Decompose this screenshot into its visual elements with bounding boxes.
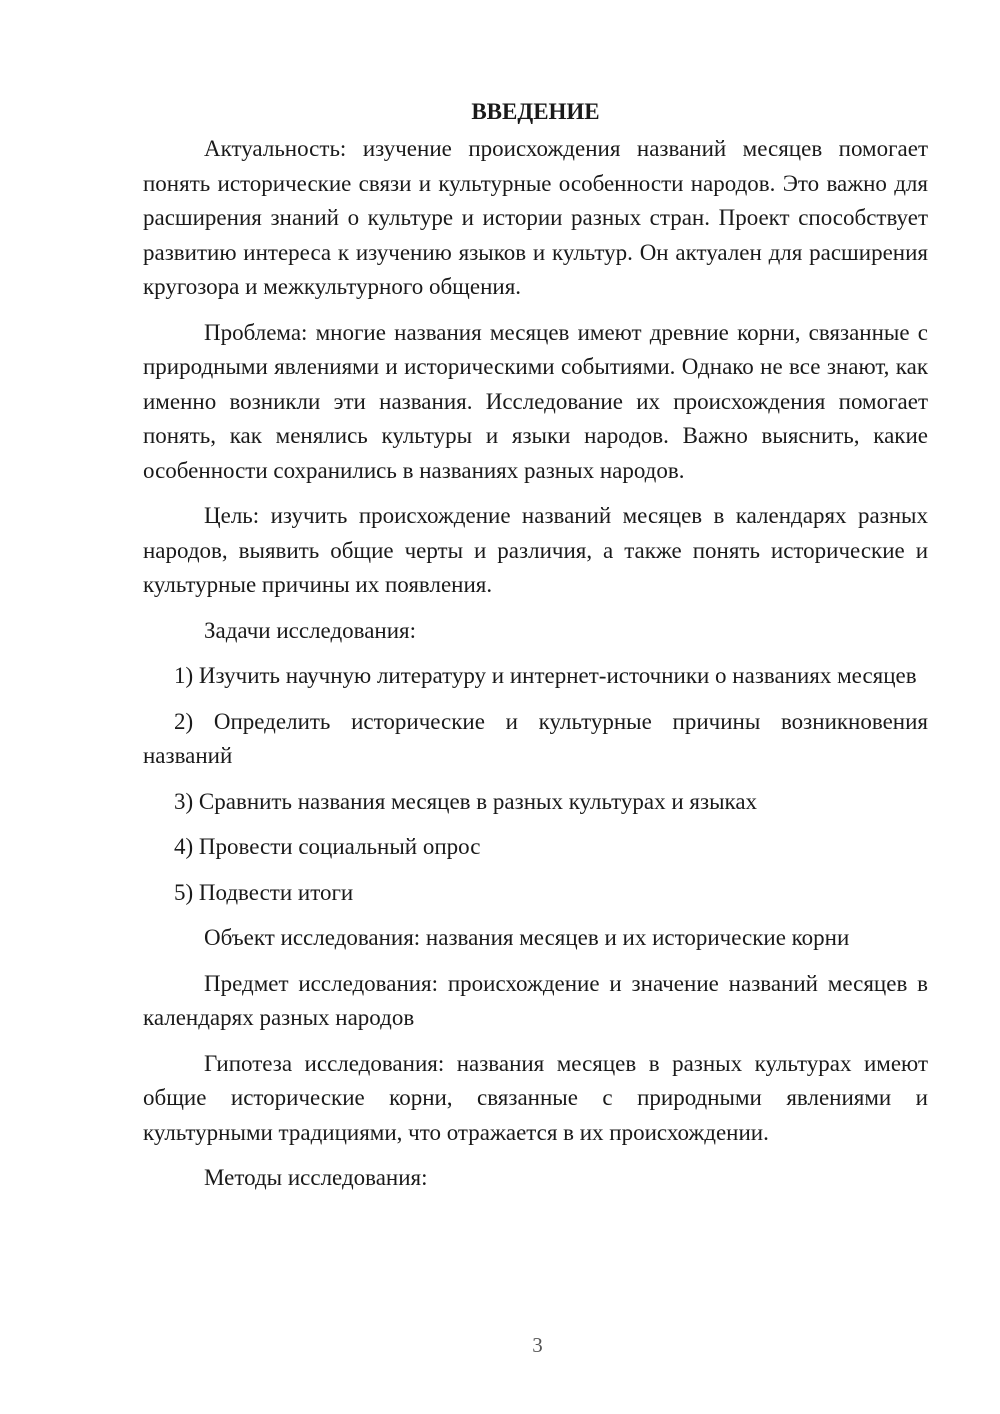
task-item-5: 5) Подвести итоги (174, 879, 354, 905)
tasks-title: Задачи исследования: (204, 617, 417, 643)
task-item-1: 1) Изучить научную литературу и интернет-источники о названиях месяцев (174, 663, 917, 688)
task-item-3: 3) Сравнить названия месяцев в разных культурах и языках (174, 788, 758, 814)
hypothesis-paragraph: Гипотеза исследования: названия месяцев в разных культурах имеют общие исторические корни, связанные с природными явлениями и культурными традициями, что отражается в их происхождении. (143, 1050, 928, 1145)
relevance-paragraph: Актуальность: изучение происхождения названий месяцев помогает понять исторические связи и культурные особенности народов. Это важно для расширения знаний о культуре и истории разных стран. Проект способствует развитию интереса к изучению языков и культур. Он актуален для расширения кругозора и межкультурного общения. (143, 136, 928, 299)
task-item-2: 2) Определить исторические и культурные причины возникновения названий (143, 708, 928, 768)
page-number: 3 (532, 1333, 543, 1357)
section-heading: ВВЕДЕНИЕ (471, 99, 600, 124)
page-content (143, 96, 928, 1207)
task-item-4: 4) Провести социальный опрос (174, 834, 481, 859)
goal-paragraph: Цель: изучить происхождение названий месяцев в календарях разных народов, выявить общие черты и различия, а также понять исторические и культурные причины их появления. (143, 503, 928, 597)
subject-paragraph: Предмет исследования: происхождение и значение названий месяцев в календарях разных народов (143, 970, 928, 1030)
methods-title: Методы исследования: (204, 1165, 428, 1190)
problem-paragraph: Проблема: многие названия месяцев имеют древние корни, связанные с природными явлениями и историческими событиями. Однако не все знают, как именно возникли эти названия. Исследование их происхождения помогает понять, как менялись культуры и языки народов. Важно выяснить, какие особенности сохранились в названиях разных народов. (143, 319, 928, 483)
object-paragraph: Объект исследования: названия месяцев и их исторические корни (204, 925, 850, 950)
